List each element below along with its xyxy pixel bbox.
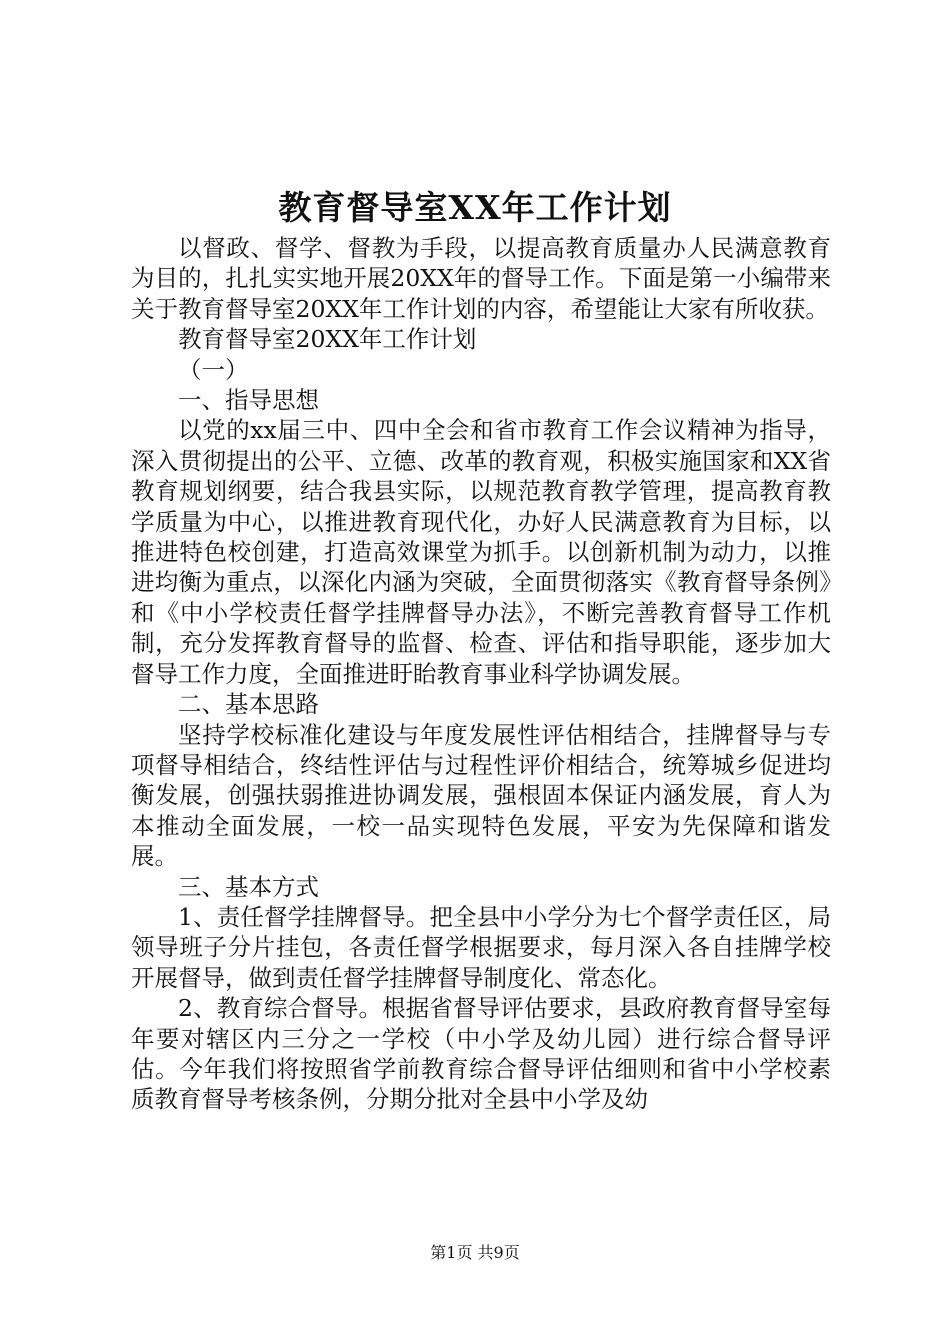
intro-paragraph: 以督政、督学、督教为手段，以提高教育质量办人民满意教育为目的，扎扎实实地开展20XX年的督导工作。下面是第一小编带来关于教育督导室20XX年工作计划的内容，希望能让大家有所收获。: [131, 234, 831, 323]
document-body: [131, 233, 831, 1115]
section-heading-basic-methods: 三、基本方式: [178, 872, 319, 901]
method-one-paragraph: 1、责任督学挂牌督导。把全县中小学分为七个督学责任区，局领导班子分片挂包，各责任督学根据要求，每月深入各自挂牌学校开展督导，做到责任督学挂牌督导制度化、常态化。: [131, 902, 831, 992]
guiding-ideology-paragraph: 以党的xx届三中、四中全会和省市教育工作会议精神为指导，深入贯彻提出的公平、立德、改革的教育观，积极实施国家和XX省教育规划纲要，结合我县实际，以规范教育教学管理，提高教育教学质量为中心，以推进教育现代化，办好人民满意教育为目标，以推进特色校创建，打造高效课堂为抓手。以创新机制为动力，以推进均衡为重点，以深化内涵为突破，全面贯彻落实《教育督导条例》和《中小学校责任督学挂牌督导办法》，不断完善教育督导工作机制，充分发挥教育督导的监督、检查、评估和指导职能，逐步加大督导工作力度，全面推进盱眙教育事业科学协调发展。: [131, 416, 831, 688]
document-title: 教育督导室XX年工作计划: [278, 188, 672, 227]
method-two-paragraph: 2、教育综合督导。根据省督导评估要求，县政府教育督导室每年要对辖区内三分之一学校（中小学及幼儿园）进行综合督导评估。今年我们将按照省学前教育综合督导评估细则和省中小学校素质教育督导考核条例，分期分批对全县中小学及幼: [131, 994, 831, 1114]
section-heading-basic-approach: 二、基本思路: [178, 690, 319, 719]
basic-approach-paragraph: 坚持学校标准化建设与年度发展性评估相结合，挂牌督导与专项督导相结合，终结性评估与过程性评价相结合，统筹城乡促进均衡发展，创强扶弱推进协调发展，强根固本保证内涵发展，育人为本推动全面发展，一校一品实现特色发展，平安为先保障和谐发展。: [131, 720, 831, 871]
section-heading-guiding-ideology: 一、指导思想: [178, 386, 319, 415]
plan-heading: 教育督导室20XX年工作计划: [178, 325, 477, 354]
page-number-footer: 第1页 共9页: [430, 1243, 520, 1262]
part-one-heading: （一）: [178, 355, 249, 384]
